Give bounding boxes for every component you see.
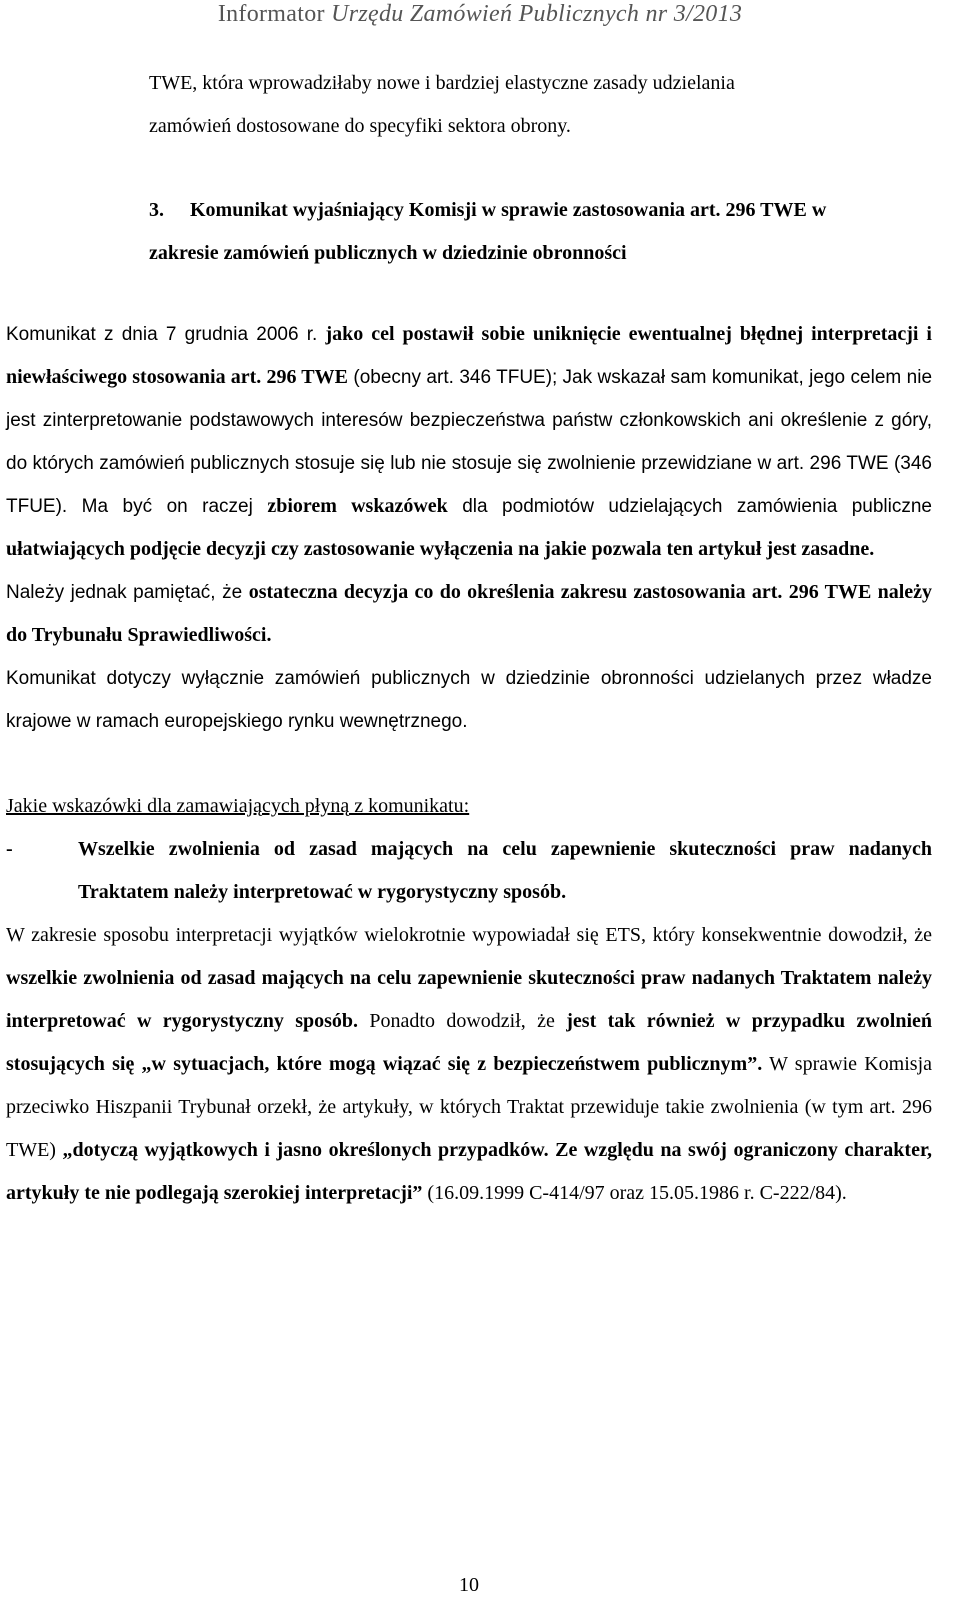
text-span: W sprawie Komisja przeciwko Hiszpanii Trybunał orzekł, że artykuły, w których Traktat przewiduje takie zwolnienia (w tym art. 296 TWE) — [6, 1053, 932, 1161]
header-prefix: Informator — [217, 1, 332, 27]
bold-span: zbiorem wskazówek — [267, 495, 448, 517]
intro-paragraph — [6, 62, 932, 148]
bold-span: ułatwiających podjęcie decyzji czy zastosowanie wyłączenia na jakie pozwala ten artykuł jest zasadne. — [6, 538, 875, 560]
text-span: Komunikat z dnia 7 grudnia 2006 r. — [6, 324, 326, 345]
text-span: Ponadto dowodził, że — [358, 1010, 567, 1032]
section-title-line-2: zakresie zamówień publicznych w dziedzinie obronności — [149, 242, 627, 264]
paragraph-communication-goal — [6, 313, 932, 571]
text-span: (16.09.1999 C-414/97 oraz 15.05.1986 r. C-222/84). — [422, 1182, 847, 1204]
intro-line-2: zamówień dostosowane do specyfiki sektora obrony. — [149, 115, 571, 137]
section-heading — [6, 189, 932, 275]
text-span: W zakresie sposobu interpretacji wyjątków wielokrotnie wypowiadał się ETS, który konsekwentnie dowodził, że — [6, 924, 932, 946]
text-span: (obecny art. 346 TFUE); — [347, 367, 558, 388]
page-header — [0, 0, 960, 28]
bold-span: ostateczna decyzja co do określenia zakresu zastosowania art. 296 TWE należy do Trybunału Sprawiedliwości. — [6, 581, 933, 646]
bold-span: „dotyczą wyjątkowych i jasno określonych przypadków. Ze względu na swój ograniczony charakter, artykuły te nie podlegają szerokiej interpretacji” — [6, 1139, 932, 1204]
section-number: 3. — [149, 199, 164, 221]
bold-span: jest tak również w przypadku zwolnień stosujących się „w sytuacjach, które mogą wiązać się z bezpieczeństwem publicznym”. — [6, 1010, 933, 1075]
page-body — [6, 62, 932, 1215]
guideline-list-item — [6, 828, 932, 914]
page-number: 10 — [459, 1574, 479, 1596]
text-span: dla podmiotów udzielających zamówienia publiczne — [447, 496, 932, 517]
intro-line-1: TWE, która wprowadziłaby nowe i bardziej elastyczne zasady udzielania — [149, 72, 735, 94]
bold-span: jako cel postawił sobie uniknięcie ewentualnej błędnej interpretacji i niewłaściwego stosowania art. 296 TWE — [6, 323, 932, 388]
text-span: Należy jednak pamiętać, że — [6, 582, 249, 603]
paragraph-court-jurisdiction — [6, 571, 932, 657]
list-dash: - — [6, 838, 13, 860]
section-title-line-1: Komunikat wyjaśniający Komisji w sprawie zastosowania art. 296 TWE w — [190, 199, 827, 221]
guidelines-heading: Jakie wskazówki dla zamawiających płyną z komunikatu: — [6, 795, 470, 817]
paragraph-ets-interpretation — [6, 914, 932, 1215]
guideline-text: Wszelkie zwolnienia od zasad mających na celu zapewnienie skuteczności praw nadanych Traktatem należy interpretować w rygorystyczny sposób. — [78, 838, 932, 903]
bold-span: wszelkie zwolnienia od zasad mających na celu zapewnienie skuteczności praw nadanych Traktatem należy interpretować w rygorystyczny sposób. — [6, 967, 932, 1032]
paragraph-scope: Komunikat dotyczy wyłącznie zamówień publicznych w dziedzinie obronności udzielanych przez władze krajowe w ramach europejskiego rynku wewnętrznego. — [6, 668, 932, 732]
text-span: Ma być on raczej — [67, 496, 268, 517]
text-span: Jak wskazał sam komunikat, jego celem nie jest zinterpretowanie podstawowych interesów bezpieczeństwa państw członkowskich ani określenie z góry, do których zamówień publicznych stosuje się lub nie stosuje się zwolnienie przewidziane w art. 296 TWE (346 TFUE). — [6, 367, 933, 517]
header-publication: Urzędu Zamówień Publicznych nr 3/2013 — [331, 1, 743, 27]
